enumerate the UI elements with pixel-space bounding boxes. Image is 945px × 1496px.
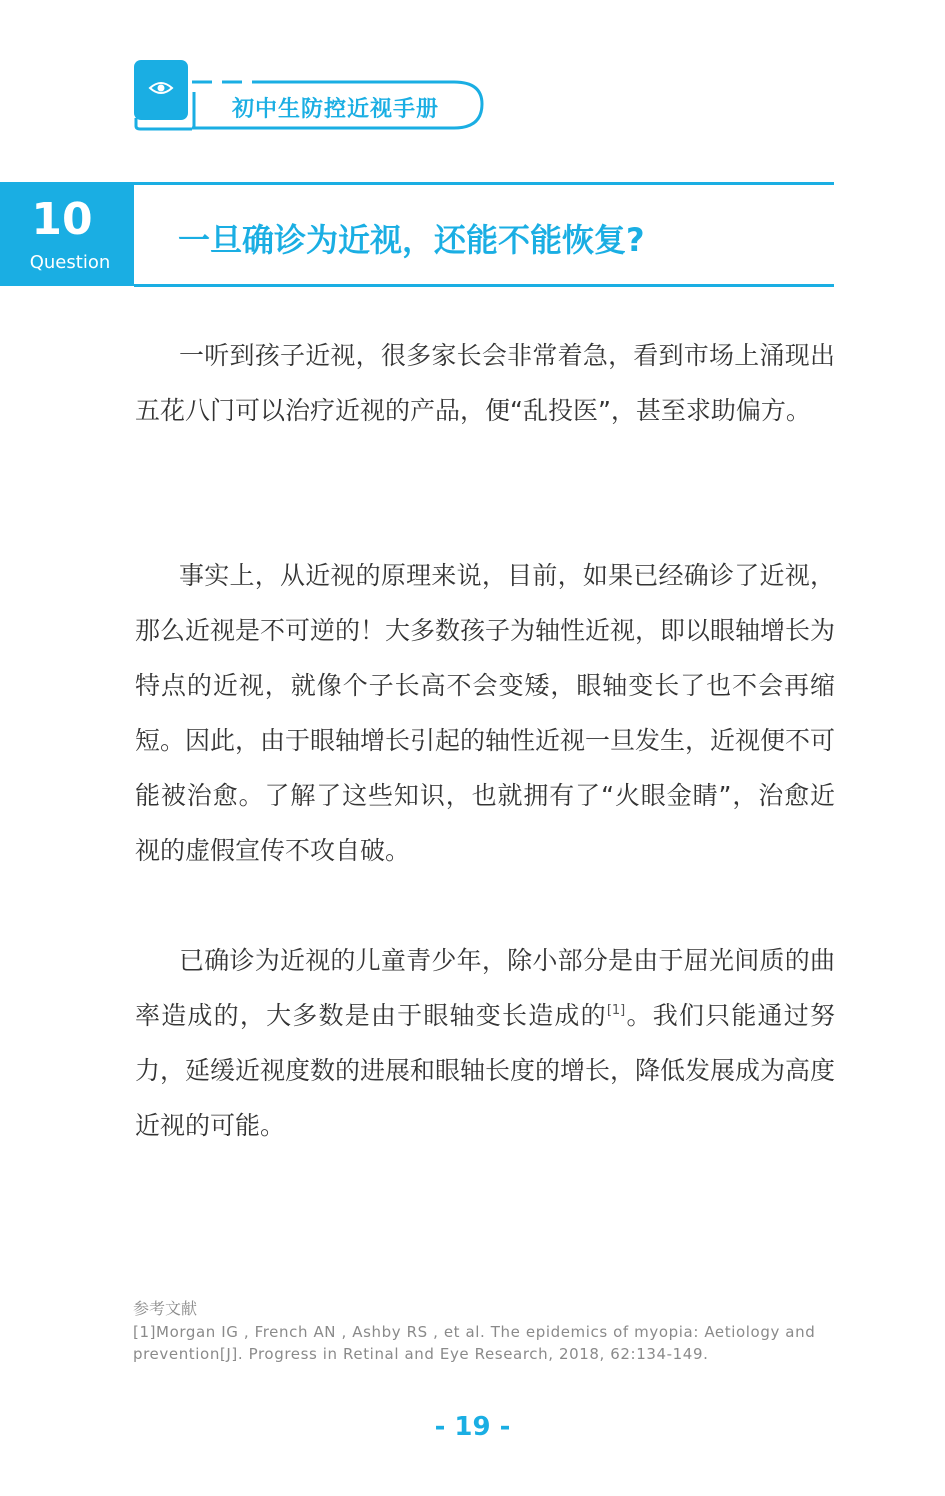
question-number: 10 xyxy=(31,194,93,245)
paragraph-2: 事实上，从近视的原理来说，目前，如果已经确诊了近视，那么近视是不可逆的！大多数孩子为轴性近视，即以眼轴增长为特点的近视，就像个子长高不会变矮，眼轴变长了也不会再缩短。因此，由于眼轴增长引起的轴性近视一旦发生，近视便不可能被治愈。了解了这些知识，也就拥有了“火眼金睛”，治愈近视的虚假宣传不攻自破。 xyxy=(135,561,836,865)
paragraph-3-text-b: 。我们只能通过努力，延缓近视度数的进展和眼轴长度的增长，降低发展成为高度近视的可能。 xyxy=(135,1001,836,1140)
title-rule-top xyxy=(134,182,834,185)
reference-entry: [1]Morgan IG , French AN , Ashby RS , et al. The epidemics of myopia: Aetiology and prevention[J]. Progress in Retinal and Eye Research, 2018, 62:134-149. xyxy=(133,1323,816,1363)
question-title: 一旦确诊为近视，还能不能恢复? xyxy=(178,221,645,259)
citation-marker: [1] xyxy=(606,1003,626,1018)
paragraph-1: 一听到孩子近视，很多家长会非常着急，看到市场上涌现出五花八门可以治疗近视的产品，便“乱投医”，甚至求助偏方。 xyxy=(135,341,835,425)
question-label: Question xyxy=(29,252,111,273)
book-title: 初中生防控近视手册 xyxy=(232,97,440,122)
page-number: - 19 - xyxy=(434,1412,511,1442)
paragraph-3-text-a: 已确诊为近视的儿童青少年，除小部分是由于屈光间质的曲率造成的，大多数是由于眼轴变长造成的 xyxy=(135,946,835,1030)
references-heading: 参考文献 xyxy=(133,1299,198,1318)
paragraph-3 xyxy=(135,933,835,1153)
title-rule-bottom xyxy=(134,284,834,287)
question-badge xyxy=(0,182,134,286)
book-logo xyxy=(132,56,492,136)
